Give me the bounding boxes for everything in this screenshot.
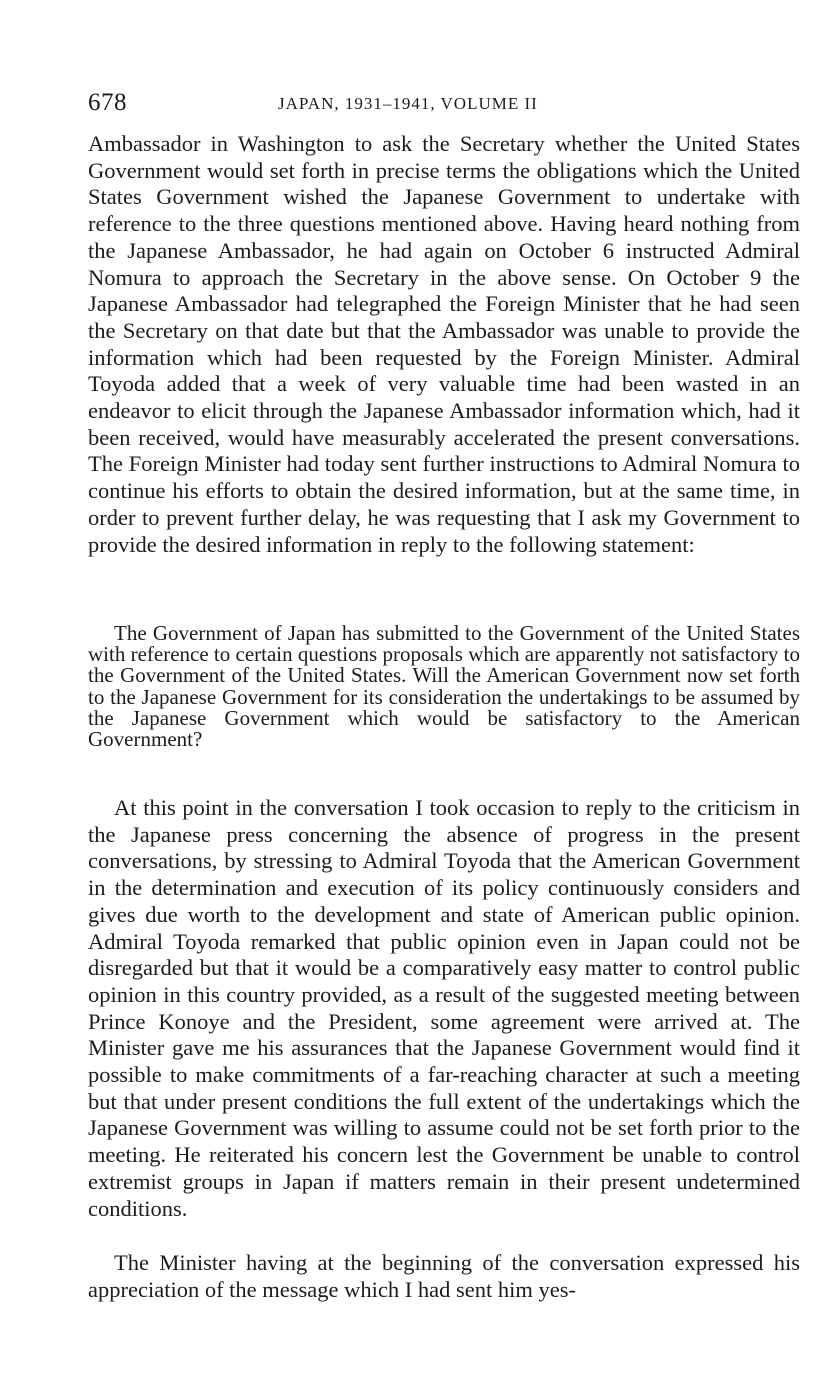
running-title: JAPAN, 1931–1941, VOLUME II — [278, 94, 538, 113]
running-head — [88, 88, 800, 118]
quoted-statement: The Government of Japan has submitted to the Government of the United States with reference to certain questions proposals which are apparently not satisfactory to the Government of the United States. Will the American Government now set forth to the Japanese Government for its consideration the undertakings to be assumed by the Japanese Government which would be satisfactory to the American Government? — [88, 621, 801, 752]
body-paragraph: At this point in the conversation I took occasion to reply to the criticism in the Japanese press concerning the absence of progress in the present conversations, by stressing to Admiral Toyoda that the American Government in the determination and execution of its policy continuously considers and gives due worth to the development and state of American public opinion. Admiral Toyoda remarked that public opinion even in Japan could not be disregarded but that it would be a comparatively easy matter to control public opinion in this country provided, as a result of the suggested meeting between Prince Konoye and the President, some agreement were arrived at. The Minister gave me his assurances that the Japanese Government would find it possible to make commitments of a far-reaching character at such a meeting but that under present conditions the full extent of the undertakings which the Japanese Government was willing to assume could not be set forth prior to the meeting. He reiterated his concern lest the Government be unable to control extremist groups in Japan if matters remain in their present undetermined conditions. — [88, 795, 800, 1221]
body-paragraph: The Minister having at the beginning of the conversation expressed his appreciation of the message which I had sent him yes- — [88, 1250, 800, 1302]
page-number: 678 — [88, 89, 127, 116]
body-paragraph: Ambassador in Washington to ask the Secretary whether the United States Government would set forth in precise terms the obligations which the United States Government wished the Japanese Government to undertake with reference to the three questions mentioned above. Having heard nothing from the Japanese Ambassador, he had again on October 6 instructed Admiral Nomura to approach the Secretary in the above sense. On October 9 the Japanese Ambassador had telegraphed the Foreign Minister that he had seen the Secretary on that date but that the Ambassador was unable to provide the information which had been requested by the Foreign Minister. Admiral Toyoda added that a week of very valuable time had been wasted in an endeavor to elicit through the Japanese Ambassador information which, had it been received, would have measurably accelerated the present conversations. The Foreign Minister had today sent further instructions to Admiral Nomura to continue his efforts to obtain the desired information, but at the same time, in order to prevent further delay, he was requesting that I ask my Government to provide the desired information in reply to the following statement: — [88, 131, 800, 557]
